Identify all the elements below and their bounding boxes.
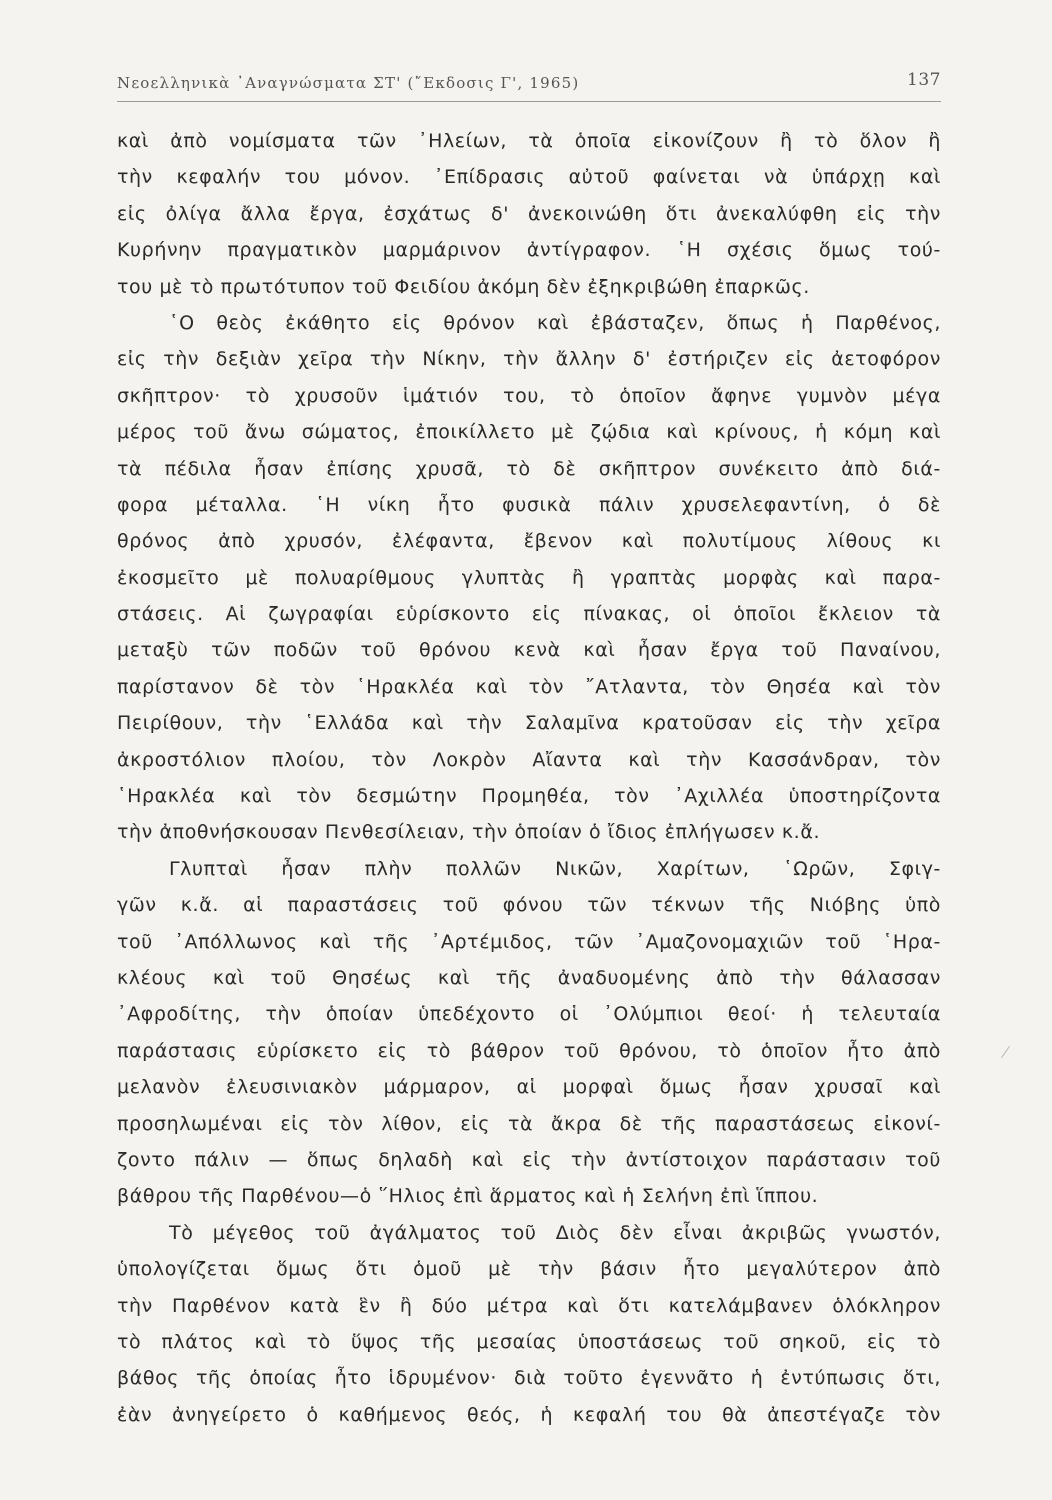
text-line: τὰ πέδιλα ἦσαν ἐπίσης χρυσᾶ, τὸ δὲ σκῆπτρον συνέκειτο ἀπὸ διά- [117, 457, 941, 480]
running-header [117, 70, 941, 100]
running-title: Νεοελληνικὰ ᾿Αναγνώσματα ΣΤ' (῎Εκδοσις Γ', 1965) [117, 74, 580, 92]
text-line: Τὸ μέγεθος τοῦ ἀγάλματος τοῦ Διὸς δὲν εἶναι ἀκριβῶς γνωστόν, [169, 1221, 941, 1244]
text-line: κλέους καὶ τοῦ Θησέως καὶ τῆς ἀναδυομένης ἀπὸ τὴν θάλασσαν [117, 966, 941, 989]
text-line: θρόνος ἀπὸ χρυσόν, ἐλέφαντα, ἔβενον καὶ πολυτίμους λίθους κι [117, 530, 941, 553]
text-line: εἰς τὴν δεξιὰν χεῖρα τὴν Νίκην, τὴν ἄλλην δ' ἐστήριζεν εἰς ἀετοφόρον [117, 348, 941, 371]
text-line: σκῆπτρον· τὸ χρυσοῦν ἱμάτιόν του, τὸ ὁποῖον ἄφηνε γυμνὸν μέγα [117, 384, 941, 407]
text-line: παράστασις εὑρίσκετο εἰς τὸ βάθρον τοῦ θρόνου, τὸ ὁποῖον ἦτο ἀπὸ [117, 1039, 941, 1062]
text-line: βάθος τῆς ὁποίας ἦτο ἱδρυμένον· διὰ τοῦτο ἐγεννᾶτο ἡ ἐντύπωσις ὅτι, [117, 1367, 941, 1390]
text-line: μελανὸν ἐλευσινιακὸν μάρμαρον, αἱ μορφαὶ ὅμως ἦσαν χρυσαῖ καὶ [117, 1076, 941, 1099]
text-line: Πειρίθουν, τὴν ῾Ελλάδα καὶ τὴν Σαλαμῖνα κρατοῦσαν εἰς τὴν χεῖρα [117, 712, 941, 735]
text-line: ἐὰν ἀνηγείρετο ὁ καθήμενος θεός, ἡ κεφαλή του θὰ ἀπεστέγαζε τὸν [117, 1403, 941, 1426]
text-line: καὶ ἀπὸ νομίσματα τῶν ᾿Ηλείων, τὰ ὁποῖα εἰκονίζουν ἢ τὸ ὅλον ἢ [117, 130, 941, 152]
text-line: Γλυπταὶ ἦσαν πλὴν πολλῶν Νικῶν, Χαρίτων, ῾Ωρῶν, Σφιγ- [169, 857, 941, 880]
text-line: ζοντο πάλιν — ὅπως δηλαδὴ καὶ εἰς τὴν ἀντίστοιχον παράστασιν τοῦ [117, 1148, 941, 1171]
page-number: 137 [907, 70, 941, 90]
text-line: προσηλωμέναι εἰς τὸν λίθον, εἰς τὰ ἄκρα δὲ τῆς παραστάσεως εἰκονί- [117, 1112, 941, 1135]
text-line: ῾Ο θεὸς ἐκάθητο εἰς θρόνον καὶ ἐβάσταζεν, ὅπως ἡ Παρθένος, [169, 311, 941, 334]
text-line: τὴν ἀποθνήσκουσαν Πενθεσίλειαν, τὴν ὁποίαν ὁ ἴδιος ἐπλήγωσεν κ.ἄ. [117, 821, 821, 844]
text-line: ῾Ηρακλέα καὶ τὸν δεσμώτην Προμηθέα, τὸν ᾿Αχιλλέα ὑποστηρίζοντα [117, 785, 941, 808]
text-line: παρίστανον δὲ τὸν ῾Ηρακλέα καὶ τὸν ῎Ατλαντα, τὸν Θησέα καὶ τὸν [117, 675, 941, 698]
margin-pencil-mark [1001, 1046, 1018, 1064]
text-line: τὴν κεφαλήν του μόνον. ᾿Επίδρασις αὐτοῦ φαίνεται νὰ ὑπάρχῃ καὶ [117, 166, 941, 189]
text-line: ᾿Αφροδίτης, τὴν ὁποίαν ὑπεδέχοντο οἱ ᾿Ολύμπιοι θεοί· ἡ τελευταία [117, 1003, 941, 1026]
text-line: τὴν Παρθένον κατὰ ἓν ἢ δύο μέτρα καὶ ὅτι κατελάμβανεν ὁλόκληρον [117, 1294, 941, 1317]
text-line: γῶν κ.ἄ. αἱ παραστάσεις τοῦ φόνου τῶν τέκνων τῆς Νιόβης ὑπὸ [117, 894, 941, 917]
text-line: τὸ πλάτος καὶ τὸ ὕψος τῆς μεσαίας ὑποστάσεως τοῦ σηκοῦ, εἰς τὸ [117, 1330, 941, 1353]
text-line: ἀκροστόλιον πλοίου, τὸν Λοκρὸν Αἴαντα καὶ τὴν Κασσάνδραν, τὸν [117, 748, 941, 771]
text-line: φορα μέταλλα. ῾Η νίκη ἦτο φυσικὰ πάλιν χρυσελεφαντίνη, ὁ δὲ [117, 493, 941, 516]
text-line: μέρος τοῦ ἄνω σώματος, ἐποικίλλετο μὲ ζῴδια καὶ κρίνους, ἡ κόμη καὶ [117, 421, 941, 444]
text-line: ἐκοσμεῖτο μὲ πολυαρίθμους γλυπτὰς ἢ γραπτὰς μορφὰς καὶ παρα- [117, 566, 941, 589]
text-line: μεταξὺ τῶν ποδῶν τοῦ θρόνου κενὰ καὶ ἦσαν ἔργα τοῦ Παναίνου, [117, 639, 941, 662]
body-text [117, 123, 941, 1433]
header-rule [117, 101, 941, 102]
text-line: εἰς ὀλίγα ἄλλα ἔργα, ἐσχάτως δ' ἀνεκοινώθη ὅτι ἀνεκαλύφθη εἰς τὴν [117, 202, 941, 225]
text-line: βάθρου τῆς Παρθένου—ὁ ῞Ηλιος ἐπὶ ἅρματος καὶ ἡ Σελήνη ἐπὶ ἵππου. [117, 1185, 819, 1208]
text-line: Κυρήνην πραγματικὸν μαρμάρινον ἀντίγραφον. ῾Η σχέσις ὅμως τού- [117, 239, 941, 262]
text-line: τοῦ ᾿Απόλλωνος καὶ τῆς ᾿Αρτέμιδος, τῶν ᾿Αμαζονομαχιῶν τοῦ ῾Ηρα- [117, 930, 941, 953]
text-line: του μὲ τὸ πρωτότυπον τοῦ Φειδίου ἀκόμη δὲν ἐξηκριβώθη ἐπαρκῶς. [117, 275, 810, 298]
text-line: στάσεις. Αἱ ζωγραφίαι εὑρίσκοντο εἰς πίνακας, οἱ ὁποῖοι ἔκλειον τὰ [117, 603, 941, 626]
text-line: ὑπολογίζεται ὅμως ὅτι ὁμοῦ μὲ τὴν βάσιν ἦτο μεγαλύτερον ἀπὸ [117, 1258, 941, 1281]
